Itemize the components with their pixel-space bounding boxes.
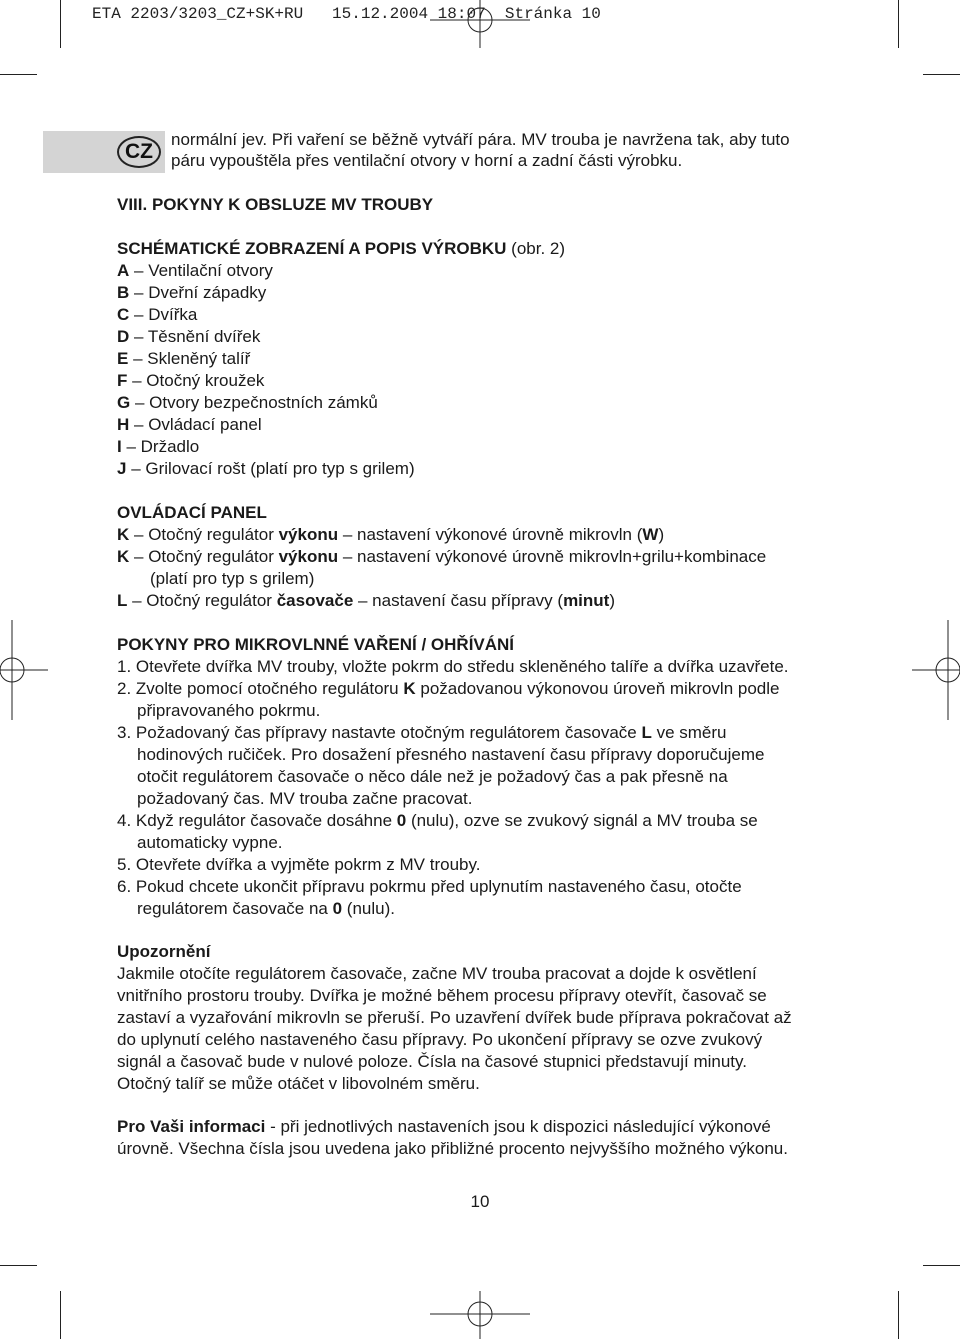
warning-heading: Upozornění: [117, 942, 211, 961]
warning-line: Jakmile otočíte regulátorem časovače, začne MV trouba pracovat a dojde k osvětlení: [117, 964, 757, 983]
section-title: VIII. POKYNY K OBSLUZE MV TROUBY: [117, 195, 434, 214]
instructions-heading: POKYNY PRO MIKROVLNNÉ VAŘENÍ / OHŘÍVÁNÍ: [117, 635, 515, 654]
page-number: 10: [470, 1192, 490, 1211]
step-4: 4. Když regulátor časovače dosáhne 0 (nulu), ozve se zvukový signál a MV trouba se: [117, 811, 758, 830]
step-3-cont: požadovaný čas. MV trouba začne pracovat.: [137, 789, 473, 808]
intro-line-1: normální jev. Při vaření se běžně vytváří pára. MV trouba je navržena tak, aby tuto: [171, 130, 790, 149]
registration-mark-right: [912, 620, 960, 720]
registration-mark-left: [0, 620, 48, 720]
panel-item-l: L – Otočný regulátor časovače – nastavení času přípravy (minut): [117, 591, 616, 610]
step-3: 3. Požadovaný čas přípravy nastavte otočným regulátorem časovače L ve směru: [117, 723, 727, 742]
registration-mark-bottom: [430, 1291, 530, 1339]
list-item: A – Ventilační otvory: [117, 261, 273, 280]
list-item: E – Skleněný talíř: [117, 349, 251, 368]
list-item: B – Dveřní západky: [117, 283, 267, 302]
panel-heading: OVLÁDACÍ PANEL: [117, 503, 267, 522]
warning-line: signál a časovač bude v nulové poloze. Čísla na časové stupnici představují minuty.: [117, 1052, 747, 1071]
step-2: 2. Zvolte pomocí otočného regulátoru K požadovanou výkonovou úroveň mikrovln podle: [117, 679, 780, 698]
info-line-2: úrovně. Všechna čísla jsou uvedena jako přibližné procento nejvyššího možného výkonu.: [117, 1139, 788, 1158]
list-item: I – Držadlo: [117, 437, 200, 456]
intro-line-2: páru vypouštěla přes ventilační otvory v horní a zadní části výrobku.: [171, 151, 683, 170]
registration-mark-top: [430, 0, 530, 48]
list-item: F – Otočný kroužek: [117, 371, 265, 390]
list-item: J – Grilovací rošt (platí pro typ s grilem): [117, 459, 415, 478]
panel-item-k2: K – Otočný regulátor výkonu – nastavení výkonové úrovně mikrovln+grilu+kombinace: [117, 547, 767, 566]
info-line-1: Pro Vaši informaci - při jednotlivých nastaveních jsou k dispozici následující výkonové: [117, 1117, 771, 1136]
warning-line: do uplynutí celého nastaveného času přípravy. Po ukončení přípravy se ozve zvukový: [117, 1030, 763, 1049]
warning-line: Otočný talíř se může otáčet v libovolném směru.: [117, 1074, 480, 1093]
list-item: G – Otvory bezpečnostních zámků: [117, 393, 378, 412]
list-item: D – Těsnění dvířek: [117, 327, 261, 346]
step-1: 1. Otevřete dvířka MV trouby, vložte pokrm do středu skleněného talíře a dvířka uzavřete.: [117, 657, 789, 676]
panel-item-k1: K – Otočný regulátor výkonu – nastavení výkonové úrovně mikrovln (W): [117, 525, 665, 544]
list-item: H – Ovládací panel: [117, 415, 262, 434]
language-badge: CZ: [117, 136, 161, 168]
list-item: C – Dvířka: [117, 305, 198, 324]
warning-line: zastaví a vyzařování mikrovln se přeruší. Po uzavření dvířek bude příprava pokračovat až: [117, 1008, 792, 1027]
step-5: 5. Otevřete dvířka a vyjměte pokrm z MV trouby.: [117, 855, 481, 874]
print-slug-line: ETA 2203/3203_CZ+SK+RU 15.12.2004 18:07 Stránka 10: [92, 5, 601, 23]
warning-line: vnitřního prostoru trouby. Dvířka je možné během procesu přípravy otevřít, časovač se: [117, 986, 767, 1005]
step-3-cont: otočit regulátorem časovače o něco dále než je požadový čas a pak přesně na: [137, 767, 728, 786]
step-2-cont: připravovaného pokrmu.: [137, 701, 321, 720]
step-3-cont: hodinových ručiček. Pro dosažení přesného nastavení času přípravy doporučujeme: [137, 745, 765, 764]
step-4-cont: automaticky vypne.: [137, 833, 283, 852]
step-6-cont: regulátorem časovače na 0 (nulu).: [137, 899, 395, 918]
step-6: 6. Pokud chcete ukončit přípravu pokrmu před uplynutím nastaveného času, otočte: [117, 877, 742, 896]
schematic-heading: SCHÉMATICKÉ ZOBRAZENÍ A POPIS VÝROBKU (obr. 2): [117, 239, 566, 258]
panel-item-k2-cont: (platí pro typ s grilem): [150, 569, 315, 588]
